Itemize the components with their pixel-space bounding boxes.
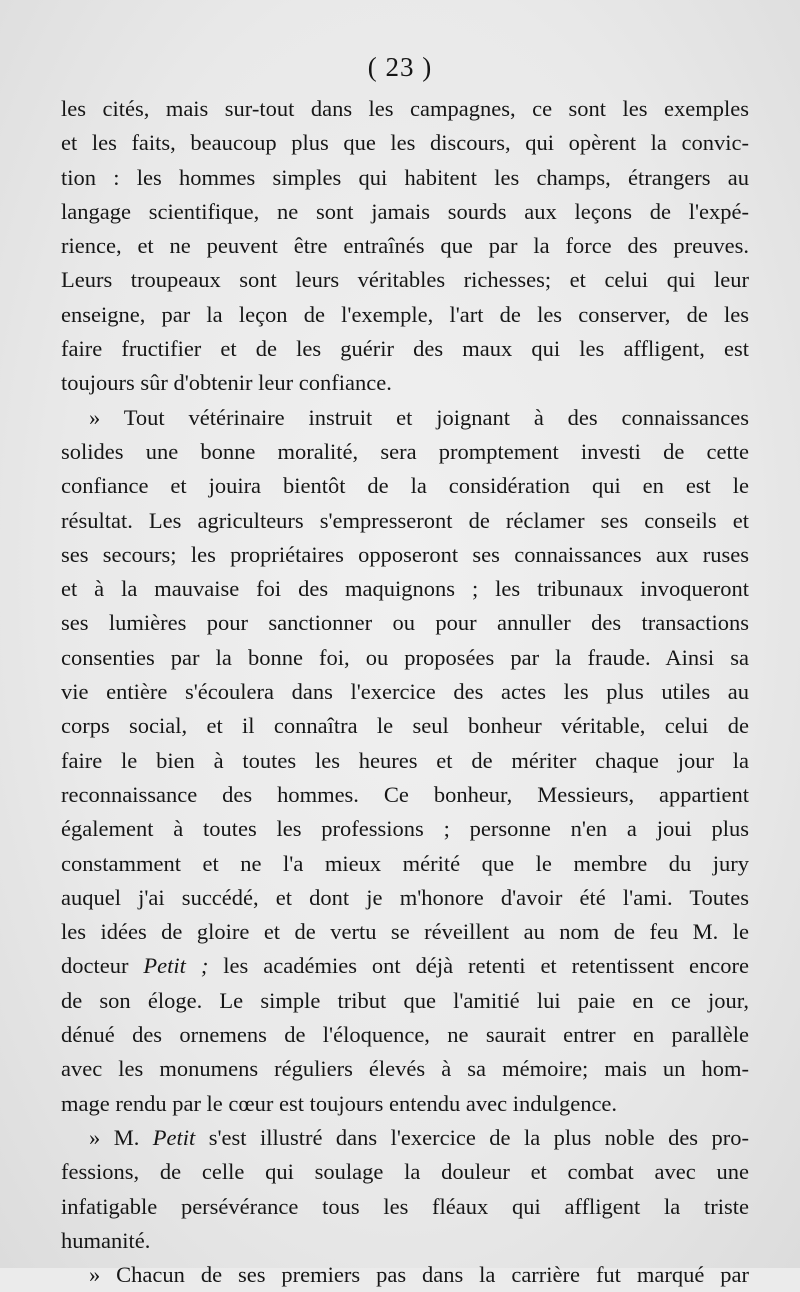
text-line: faire le bien à toutes les heures et de mériter chaque jour la <box>61 747 749 773</box>
text-line: les cités, mais sur-tout dans les campagnes, ce sont les exemples <box>61 96 749 121</box>
italic-name: Petit <box>152 1124 196 1150</box>
page-number: ( 23 ) <box>367 52 433 82</box>
text-line: de son éloge. Le simple tribut que l'amitié lui paie en ce jour, <box>61 987 749 1013</box>
text-segment: s'est illustré dans l'exercice de la plus noble des pro- <box>195 1124 750 1150</box>
text-segment: les académies ont déjà retenti et retentissent encore <box>208 953 749 979</box>
text-line: dénué des ornemens de l'éloquence, ne saurait entrer en parallèle <box>61 1022 749 1048</box>
text-line: également à toutes les professions ; personne n'en a joui plus <box>61 816 749 842</box>
text-line <box>61 1121 749 1155</box>
text-line: reconnaissance des hommes. Ce bonheur, Messieurs, appartient <box>61 781 749 807</box>
text-line: et à la mauvaise foi des maquignons ; les tribunaux invoqueront <box>61 576 749 602</box>
text-line: auquel j'ai succédé, et dont je m'honore d'avoir été l'ami. Toutes <box>61 884 749 910</box>
body-text <box>61 92 749 1292</box>
text-line: vie entière s'écoulera dans l'exercice des actes les plus utiles au <box>61 679 749 705</box>
text-line: les idées de gloire et de vertu se réveillent au nom de feu M. le <box>61 919 749 945</box>
text-line: enseigne, par la leçon de l'exemple, l'art de les conserver, de les <box>61 301 749 327</box>
text-line: humanité. <box>61 1227 151 1253</box>
text-line <box>61 949 749 983</box>
text-line: ses secours; les propriétaires opposeront ses connaissances aux ruses <box>61 541 749 567</box>
text-line: toujours sûr d'obtenir leur confiance. <box>61 370 392 396</box>
text-segment: docteur <box>61 953 144 979</box>
text-line: fessions, de celle qui soulage la douleur et combat avec une <box>61 1159 749 1185</box>
text-line: et les faits, beaucoup plus que les discours, qui opèrent la convic- <box>61 130 749 156</box>
text-line: résultat. Les agriculteurs s'empresseront de réclamer ses conseils et <box>61 507 749 533</box>
text-line: faire fructifier et de les guérir des maux qui les affligent, est <box>61 336 749 362</box>
text-line: rience, et ne peuvent être entraînés que par la force des preuves. <box>61 233 749 259</box>
text-line: langage scientifique, ne sont jamais sourds aux leçons de l'expé- <box>61 198 749 224</box>
text-line: tion : les hommes simples qui habitent les champs, étrangers au <box>61 164 749 190</box>
text-line: » Tout vétérinaire instruit et joignant à des connaissances <box>89 404 749 430</box>
text-line: ses lumières pour sanctionner ou pour annuller des transactions <box>61 610 749 636</box>
text-line: mage rendu par le cœur est toujours entendu avec indulgence. <box>61 1090 618 1116</box>
text-line: » Chacun de ses premiers pas dans la carrière fut marqué par <box>89 1262 749 1288</box>
text-line: solides une bonne moralité, sera promptement investi de cette <box>61 438 749 464</box>
text-line: constamment et ne l'a mieux mérité que le membre du jury <box>61 850 749 876</box>
text-line: avec les monumens réguliers élevés à sa mémoire; mais un hom- <box>61 1056 749 1082</box>
text-line: corps social, et il connaîtra le seul bonheur véritable, celui de <box>61 713 749 739</box>
text-line: consenties par la bonne foi, ou proposées par la fraude. Ainsi sa <box>61 644 749 670</box>
text-line: Leurs troupeaux sont leurs véritables richesses; et celui qui leur <box>61 267 749 293</box>
text-segment: » M. <box>89 1124 153 1150</box>
text-line: confiance et jouira bientôt de la considération qui en est le <box>61 473 749 499</box>
italic-name: Petit ; <box>143 953 209 979</box>
text-line: infatigable persévérance tous les fléaux qui affligent la triste <box>61 1193 749 1219</box>
